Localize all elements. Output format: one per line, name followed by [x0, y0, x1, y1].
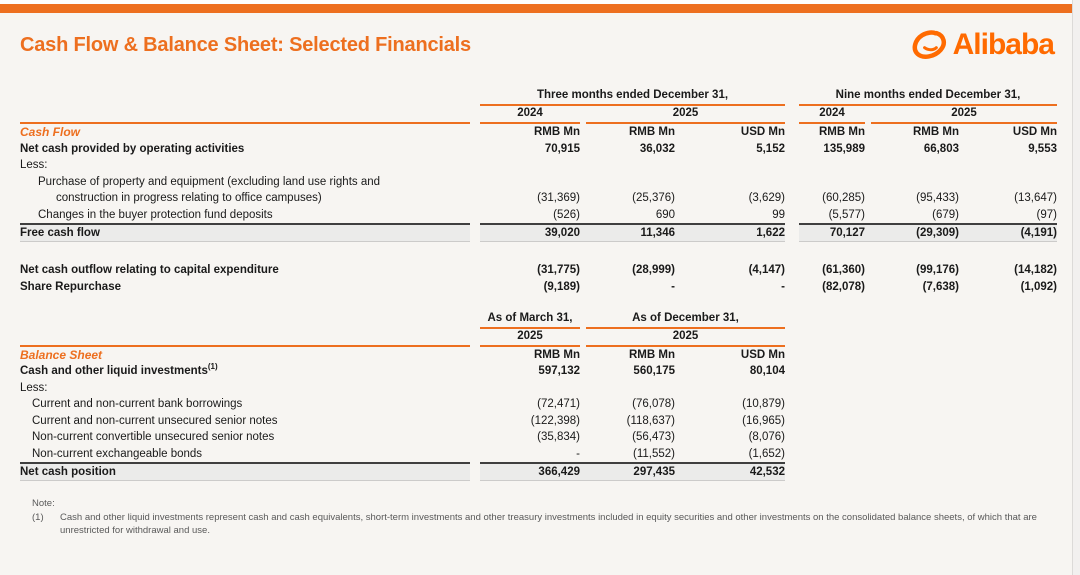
year-header: 2024: [799, 106, 865, 124]
row-label: Current and non-current bank borrowings: [32, 398, 243, 410]
row-label: Free cash flow: [20, 223, 470, 242]
table-row: [20, 396, 1072, 413]
cashflow-year-header-row: [20, 106, 1072, 124]
unit-header: RMB Mn: [819, 126, 865, 138]
row-label: construction in progress relating to office campuses): [56, 192, 322, 204]
value-cell: 690: [655, 208, 675, 221]
note-marker: (1): [32, 511, 44, 523]
value-cell: (3,629): [748, 192, 785, 204]
section-label-cash-flow: Cash Flow: [20, 125, 81, 139]
table-row: [20, 412, 1072, 429]
alibaba-logo: [912, 28, 1054, 62]
value-cell: -: [576, 447, 580, 460]
value-cell: 11,346: [640, 226, 675, 239]
total-row-free-cash-flow: [20, 223, 1072, 242]
value-cell: (60,285): [822, 192, 865, 204]
value-cell: (95,433): [916, 192, 959, 204]
value-cell: (29,309): [916, 226, 959, 239]
value-cell: 80,104: [749, 365, 785, 377]
value-cell: 560,175: [633, 365, 675, 377]
value-cell: (1,652): [748, 447, 785, 460]
table-row: [20, 140, 1072, 157]
unit-header: RMB Mn: [629, 126, 675, 138]
value-cell: 5,152: [756, 142, 785, 155]
table-row: [20, 429, 1072, 446]
value-cell: 36,032: [639, 142, 675, 155]
year-header: 2025: [480, 329, 580, 347]
balance-sheet-table: [20, 311, 1072, 481]
page-title: Cash Flow & Balance Sheet: Selected Financials: [20, 33, 471, 56]
row-label: Purchase of property and equipment (excluding land use rights and: [38, 175, 381, 188]
row-label: Net cash outflow relating to capital expenditure: [20, 264, 279, 276]
footnote-block: [20, 497, 1072, 537]
value-cell: 70,915: [544, 142, 580, 155]
value-cell: (8,076): [748, 431, 785, 443]
value-cell: (13,647): [1014, 192, 1057, 204]
group-title-three-months: Three months ended December 31,: [480, 88, 785, 106]
note-item: [32, 511, 1072, 537]
value-cell: 99: [772, 208, 785, 221]
value-cell: (5,577): [828, 208, 865, 221]
row-label: Net cash position: [20, 462, 470, 481]
unit-header: RMB Mn: [534, 348, 580, 361]
unit-header: RMB Mn: [913, 126, 959, 138]
value-cell: (679): [932, 208, 959, 221]
row-label: Less:: [20, 381, 48, 394]
table-row: [20, 262, 1072, 279]
content: [0, 62, 1072, 537]
value-cell: 9,553: [1028, 142, 1057, 155]
year-header: 2025: [871, 106, 1057, 124]
note-heading: Note:: [32, 497, 55, 509]
year-header: 2025: [586, 106, 785, 124]
row-label: Non-current convertible unsecured senior notes: [32, 431, 275, 443]
page-right-margin: [1072, 0, 1080, 575]
row-label: Net cash provided by operating activities: [20, 142, 245, 155]
row-label: Changes in the buyer protection fund deposits: [38, 208, 273, 221]
value-cell: (11,552): [633, 447, 675, 460]
value-cell: (99,176): [916, 264, 959, 276]
row-label: Cash and other liquid investments$^{(1)}$: [20, 362, 218, 377]
value-cell: (56,473): [632, 431, 675, 443]
row-label: Less:: [20, 159, 48, 171]
value-cell: 66,803: [923, 142, 959, 155]
year-header: 2024: [480, 106, 580, 124]
table-row: [20, 206, 1072, 223]
unit-header: RMB Mn: [629, 348, 675, 361]
unit-header: RMB Mn: [534, 126, 580, 138]
value-cell: (7,638): [922, 280, 959, 293]
year-header: 2025: [586, 329, 785, 347]
value-cell: (14,182): [1014, 264, 1057, 276]
section-label-balance-sheet: Balance Sheet: [20, 347, 103, 362]
cashflow-group-header-row: [20, 88, 1072, 106]
value-cell: (28,999): [632, 264, 675, 276]
group-title-as-of-march: As of March 31,: [480, 311, 580, 329]
row-label: Share Repurchase: [20, 280, 121, 293]
value-cell: 135,989: [823, 142, 865, 155]
value-cell: (16,965): [742, 414, 785, 427]
table-row: [20, 278, 1072, 295]
unit-header: USD Mn: [1012, 126, 1057, 138]
label-column-rule: [20, 106, 470, 124]
unit-header: USD Mn: [740, 126, 785, 138]
value-cell: -: [781, 280, 785, 293]
value-cell: (76,078): [632, 398, 675, 410]
table-row: [20, 363, 1072, 380]
value-cell: (72,471): [537, 398, 580, 410]
value-cell: 366,429: [538, 465, 580, 478]
table-row: [20, 157, 1072, 174]
row-label: Non-current exchangeable bonds: [32, 447, 203, 460]
accent-bar: [0, 4, 1072, 13]
value-cell: (25,376): [632, 192, 675, 204]
value-cell: (4,147): [748, 264, 785, 276]
header: [0, 13, 1072, 62]
table-row: [20, 379, 1072, 396]
value-cell: (118,637): [626, 414, 675, 427]
value-cell: (9,189): [543, 280, 580, 293]
balance-units-row: [20, 347, 1072, 363]
value-cell: (526): [553, 208, 580, 221]
row-label: Current and non-current unsecured senior notes: [32, 414, 278, 427]
brand-wordmark: Alibaba: [952, 28, 1054, 61]
value-cell: 70,127: [829, 226, 865, 239]
total-row-net-cash-position: [20, 462, 1072, 481]
balance-year-header-row: [20, 329, 1072, 347]
cashflow-units-row: [20, 124, 1072, 140]
balance-group-header-row: [20, 311, 1072, 329]
unit-header: USD Mn: [740, 348, 785, 361]
value-cell: (31,369): [537, 192, 580, 204]
table-row: [20, 173, 1072, 190]
value-cell: (31,775): [537, 264, 580, 276]
value-cell: (1,092): [1020, 280, 1057, 293]
note-text: Cash and other liquid investments represent cash and cash equivalents, short-term investments and other treasury investments included in equity securities and other investments on the consolidated balance sheets, of which that are unrestricted for withdrawal and use.: [60, 511, 1037, 536]
value-cell: (35,834): [537, 431, 580, 443]
value-cell: 42,532: [749, 465, 785, 478]
group-title-nine-months: Nine months ended December 31,: [799, 88, 1057, 106]
value-cell: 297,435: [633, 465, 675, 478]
cashflow-table: [20, 88, 1072, 295]
value-cell: 597,132: [538, 365, 580, 377]
value-cell: -: [671, 280, 675, 293]
alibaba-smile-icon: [912, 29, 948, 61]
value-cell: 39,020: [544, 226, 580, 239]
label-column-rule: [20, 329, 470, 347]
table-row: [20, 445, 1072, 462]
footnote-ref: (1): [207, 362, 218, 372]
value-cell: 1,622: [756, 226, 785, 239]
value-cell: (61,360): [822, 264, 865, 276]
value-cell: (10,879): [742, 398, 785, 410]
value-cell: (97): [1036, 208, 1057, 221]
value-cell: (4,191): [1020, 226, 1057, 239]
group-title-as-of-december: As of December 31,: [586, 311, 785, 329]
value-cell: (82,078): [822, 280, 865, 293]
table-row: [20, 190, 1072, 207]
value-cell: (122,398): [530, 414, 580, 427]
